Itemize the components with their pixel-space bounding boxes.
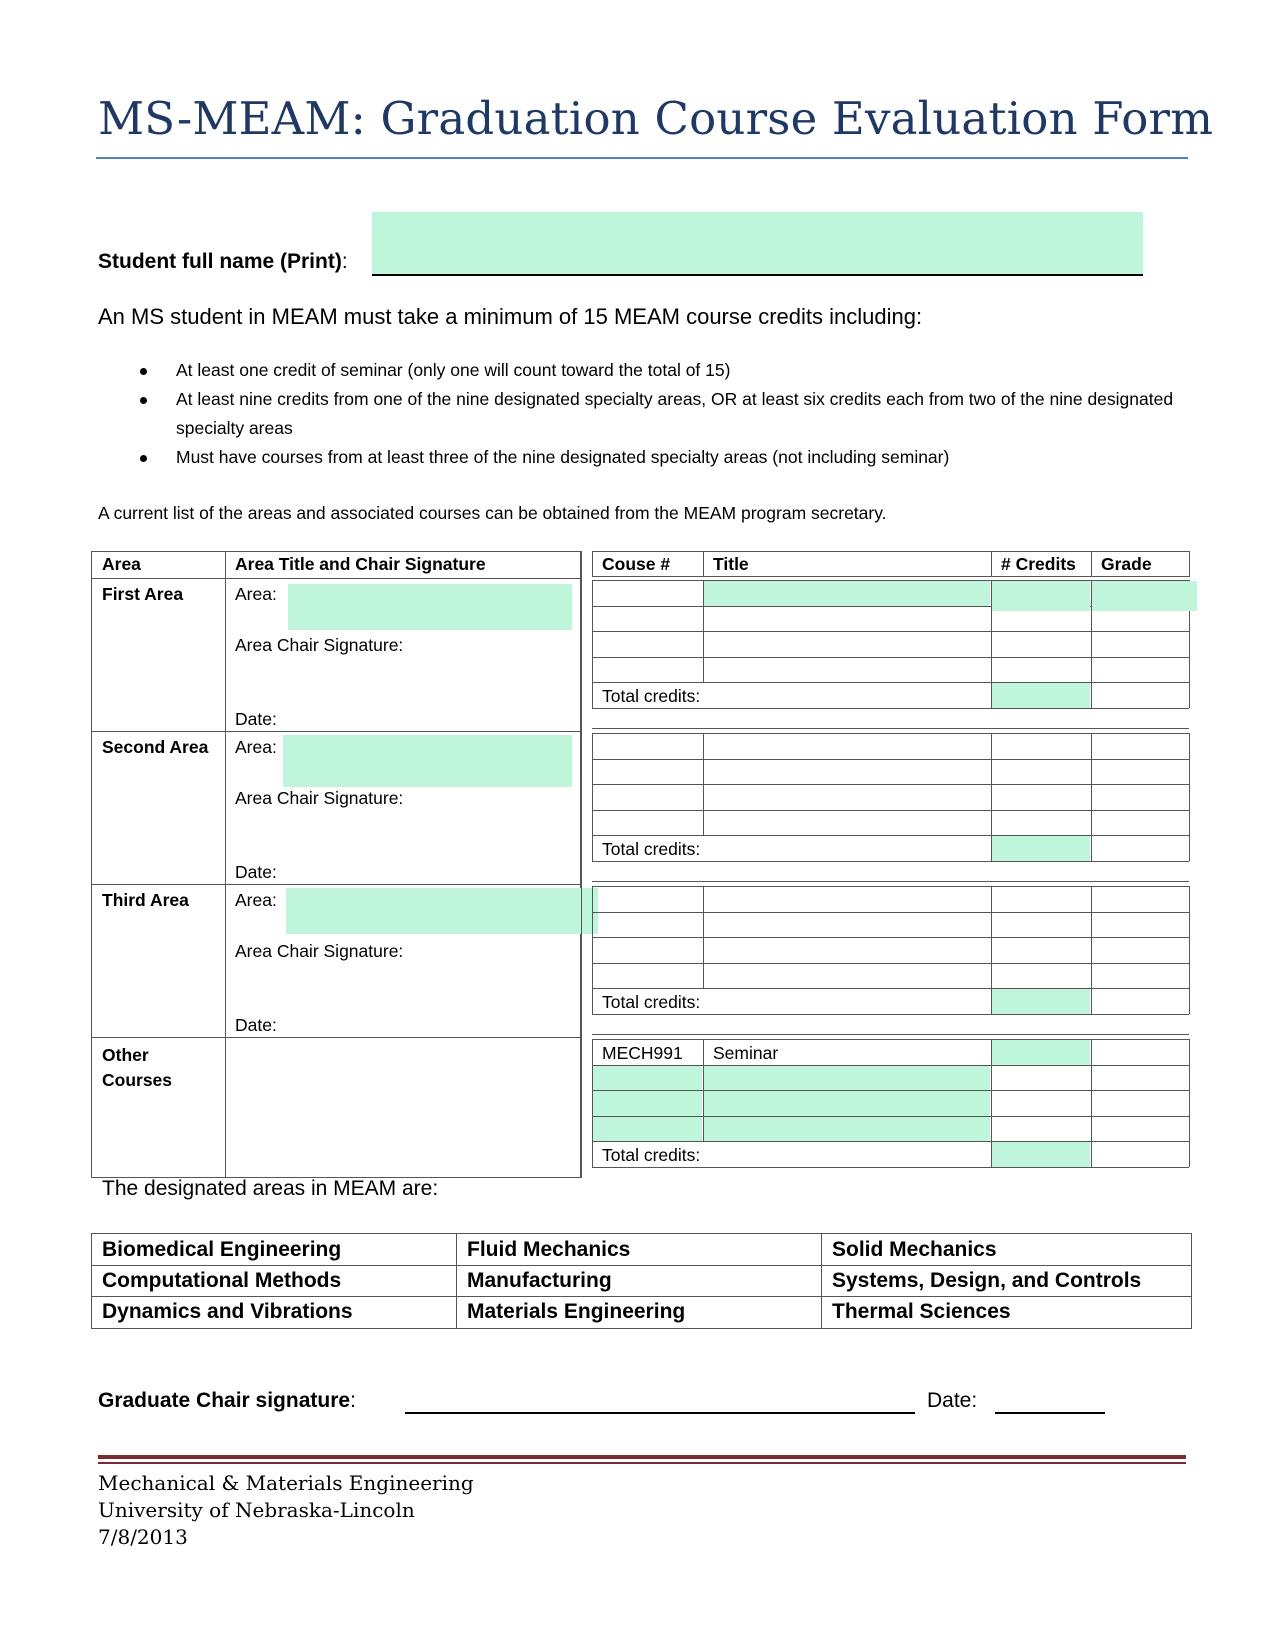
area-cell: Thermal Sciences xyxy=(832,1300,1011,1323)
course-title-field[interactable] xyxy=(704,581,990,606)
total-credits-field[interactable] xyxy=(992,836,1090,861)
third-area-row xyxy=(92,884,580,1037)
area-label: Area: xyxy=(235,890,277,910)
date-label: Date: xyxy=(235,862,277,882)
course-title-field[interactable] xyxy=(704,1091,990,1116)
area-cell: Materials Engineering xyxy=(467,1300,686,1323)
total-credits-label: Total credits: xyxy=(602,839,701,859)
areas-note: A current list of the areas and associated courses can be obtained from the MEAM program secretary. xyxy=(98,503,887,523)
header-area: Area xyxy=(102,554,141,574)
title-rule xyxy=(96,157,1188,159)
total-credits-label: Total credits: xyxy=(602,992,701,1012)
graduate-chair-label: Graduate Chair signature: xyxy=(98,1389,356,1412)
course-number-field[interactable] xyxy=(593,1117,702,1142)
intro-text: An MS student in MEAM must take a minimum of 15 MEAM course credits including: xyxy=(98,304,923,329)
header-title: Title xyxy=(713,554,749,574)
grade-field[interactable] xyxy=(1092,581,1197,611)
header-course-number: Couse # xyxy=(602,554,671,574)
bullet-icon xyxy=(140,397,147,404)
date-label: Date: xyxy=(235,1015,277,1035)
footer-university: University of Nebraska-Lincoln xyxy=(98,1498,415,1522)
course-table xyxy=(592,551,1192,1178)
area-cell: Fluid Mechanics xyxy=(467,1238,631,1261)
bullet-icon xyxy=(140,455,147,462)
student-name-field[interactable] xyxy=(372,212,1143,276)
area-name: Third Area xyxy=(102,890,189,910)
date-label: Date: xyxy=(235,709,277,729)
footer xyxy=(98,1470,474,1551)
page-title: MS-MEAM: Graduation Course Evaluation Form xyxy=(98,92,1214,145)
seminar-course-number: MECH991 xyxy=(602,1043,683,1063)
requirements-list xyxy=(98,356,1188,472)
graduate-chair-signature-field[interactable] xyxy=(405,1412,915,1414)
area-title-field[interactable] xyxy=(288,584,572,630)
footer-date: 7/8/2013 xyxy=(98,1525,188,1549)
area-cell: Systems, Design, and Controls xyxy=(832,1269,1142,1292)
course-number-field[interactable] xyxy=(593,1091,702,1116)
header-area-title: Area Title and Chair Signature xyxy=(235,554,486,574)
area-name: Other Courses xyxy=(102,1045,173,1090)
area-name: Second Area xyxy=(102,737,209,757)
area-cell: Biomedical Engineering xyxy=(102,1238,342,1261)
student-name-label: Student full name (Print): xyxy=(98,250,348,273)
chair-signature-label: Area Chair Signature: xyxy=(235,941,404,961)
credits-field[interactable] xyxy=(992,581,1090,611)
other-courses-row xyxy=(92,1037,580,1177)
left-table-header xyxy=(92,552,580,578)
area-signature-table xyxy=(91,551,581,1178)
total-credits-field[interactable] xyxy=(992,1142,1090,1167)
designated-areas-table xyxy=(91,1233,1192,1329)
total-credits-field[interactable] xyxy=(992,683,1090,708)
designated-areas-heading: The designated areas in MEAM are: xyxy=(102,1177,439,1200)
total-credits-label: Total credits: xyxy=(602,1145,701,1165)
seminar-title: Seminar xyxy=(713,1043,779,1063)
area-cell: Manufacturing xyxy=(467,1269,612,1292)
area-cell: Dynamics and Vibrations xyxy=(102,1300,353,1323)
seminar-credits-field[interactable] xyxy=(992,1040,1090,1065)
requirement-item: At least nine credits from one of the nine designated specialty areas, OR at least six credits each from two of the nine designated specialty areas xyxy=(98,385,1188,443)
area-label: Area: xyxy=(235,584,277,604)
area-cell: Computational Methods xyxy=(102,1269,342,1292)
footer-department: Mechanical & Materials Engineering xyxy=(98,1471,474,1495)
first-area-row xyxy=(92,578,580,731)
area-label: Area: xyxy=(235,737,277,757)
course-title-field[interactable] xyxy=(704,1117,990,1142)
footer-rule xyxy=(98,1462,1186,1464)
chair-signature-label: Area Chair Signature: xyxy=(235,788,404,808)
area-title-field[interactable] xyxy=(286,888,598,934)
area-name: First Area xyxy=(102,584,184,604)
requirement-item: At least one credit of seminar (only one will count toward the total of 15) xyxy=(98,356,1188,385)
requirement-item: Must have courses from at least three of the nine designated specialty areas (not including seminar) xyxy=(98,443,1188,472)
header-grade: Grade xyxy=(1101,554,1152,574)
total-credits-field[interactable] xyxy=(992,989,1090,1014)
total-credits-label: Total credits: xyxy=(602,686,701,706)
area-title-field[interactable] xyxy=(283,735,572,787)
footer-rule xyxy=(98,1455,1186,1459)
graduate-chair-date-label: Date: xyxy=(927,1389,978,1412)
course-title-field[interactable] xyxy=(704,1066,990,1091)
second-area-row xyxy=(92,731,580,884)
area-cell: Solid Mechanics xyxy=(832,1238,997,1261)
header-credits: # Credits xyxy=(1001,554,1076,574)
graduate-chair-date-field[interactable] xyxy=(995,1412,1105,1414)
chair-signature-label: Area Chair Signature: xyxy=(235,635,404,655)
course-number-field[interactable] xyxy=(593,1066,702,1091)
bullet-icon xyxy=(140,368,147,375)
